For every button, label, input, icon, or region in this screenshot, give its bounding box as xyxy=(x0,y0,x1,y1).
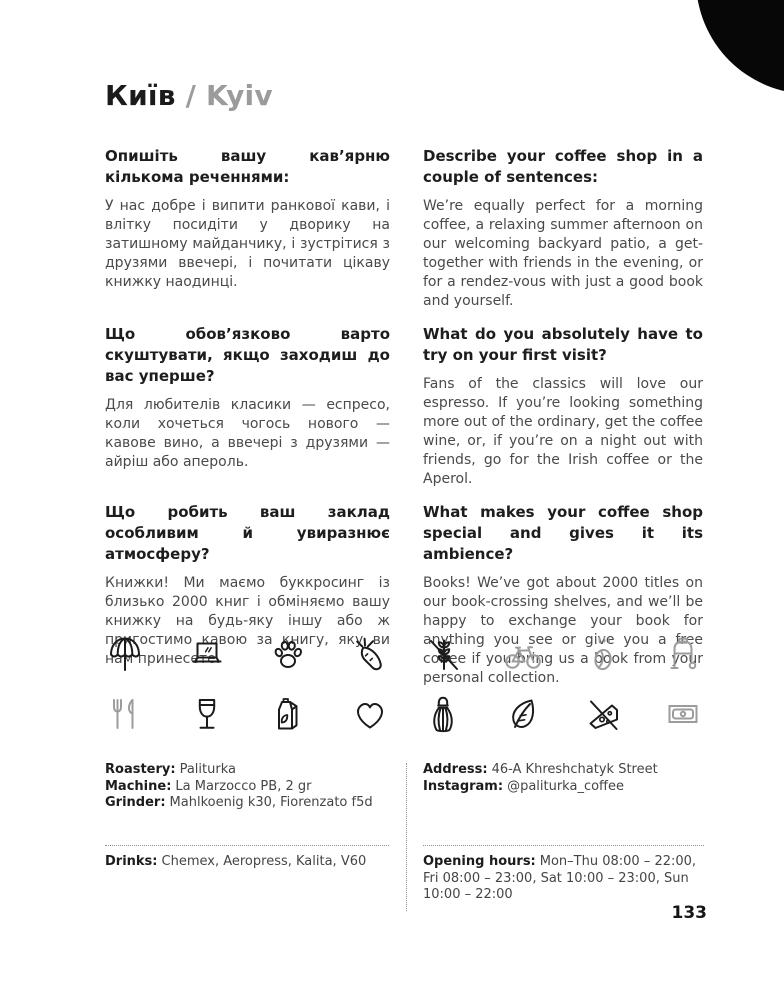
question-uk: Опишіть вашу кав’ярню кількома реченнями: xyxy=(105,147,390,186)
grinder-label: Grinder: xyxy=(105,795,166,810)
laptop-icon xyxy=(187,634,227,674)
roastery-value: Paliturka xyxy=(179,762,236,777)
carrot-icon xyxy=(350,634,390,674)
qa-uk-describe xyxy=(105,146,390,311)
gluten-free-wheat-icon xyxy=(423,634,463,674)
page-title xyxy=(105,79,273,112)
qa-en-describe xyxy=(423,146,703,311)
drinks-value: Chemex, Aeropress, Kalita, V60 xyxy=(161,854,367,869)
bicycle-icon xyxy=(503,634,543,674)
corner-circle-decoration xyxy=(696,0,784,94)
icon-row xyxy=(423,694,703,734)
question-uk: Що обов’язково варто скуштувати, якщо заходиш до вас уперше? xyxy=(105,325,390,385)
heart-icon xyxy=(350,694,390,734)
icon-row xyxy=(105,694,390,734)
amenity-icons xyxy=(105,634,703,754)
footer-divider-vertical xyxy=(406,763,407,911)
cart-icon xyxy=(663,634,703,674)
plant-milk-carton-icon xyxy=(268,694,308,734)
roastery-label: Roastery: xyxy=(105,762,176,777)
opening-hours-value: Mon–Thu 08:00 – 22:00, Fri 08:00 – 23:00, Sat 10:00 – 23:00, Sun 10:00 – 22:00 xyxy=(423,854,697,902)
contact-details xyxy=(423,762,713,795)
pet-paw-icon xyxy=(268,634,308,674)
instagram-handle: @paliturka_coffee xyxy=(507,778,625,794)
amenity-icons-left-column xyxy=(105,634,390,754)
opening-hours-line xyxy=(423,854,708,904)
equipment-details xyxy=(105,762,395,812)
drinks-label: Drinks: xyxy=(105,854,158,869)
amenity-icons-right-column xyxy=(423,634,703,754)
grinder-value: Mahlkoenig k30, Fiorenzato f5d xyxy=(169,795,373,810)
question-en: What do you absolutely have to try on your first visit? xyxy=(423,325,703,364)
footer-divider-horizontal-right xyxy=(423,845,704,846)
city-name-en: Kyiv xyxy=(205,79,273,112)
coffee-bean-icon xyxy=(583,634,623,674)
address-value: 46-A Khreshchatyk Street xyxy=(491,762,658,777)
answer-en: We’re equally perfect for a morning coffee, a relaxing summer afternoon on our welcoming backyard patio, a get-together with friends in the evening, or for a rendez-vous with just a good book and yourself. xyxy=(423,198,703,309)
address-line xyxy=(423,762,713,779)
instagram-label: Instagram: xyxy=(423,778,504,794)
question-en: Describe your coffee shop in a couple of sentences: xyxy=(423,147,703,186)
qa-uk-must-try xyxy=(105,324,390,489)
machine-label: Machine: xyxy=(105,778,172,794)
instagram-line xyxy=(423,779,713,796)
banknote-icon xyxy=(663,694,703,734)
machine-value: La Marzocco PB, 2 gr xyxy=(175,778,312,794)
machine-line xyxy=(105,779,395,796)
grinder-line xyxy=(105,795,395,812)
leaf-icon xyxy=(503,694,543,734)
qa-grid xyxy=(105,146,703,688)
answer-en: Fans of the classics will love our espresso. If you’re looking something more out of the ordinary, get the coffee wine, or, if you’re on a night out with friends, go for the Irish coffee or the Aperol. xyxy=(423,376,703,487)
title-separator: / xyxy=(185,79,197,112)
answer-en: Books! We’ve got about 2000 titles on our book-crossing shelves, and we’ll be happy to exchange your book for anything you see or give you a free coffee if you bring us a book from your personal collection. xyxy=(423,575,703,686)
answer-uk: Для любителів класики — еспресо, коли хочеться чогось нового — кавове вино, а ввечері з друзями — айріш або апероль. xyxy=(105,397,390,470)
footer-divider-horizontal-left xyxy=(105,845,389,846)
wine-glass-icon xyxy=(187,694,227,734)
whisk-icon xyxy=(423,694,463,734)
page-number: 133 xyxy=(671,903,707,923)
icon-row xyxy=(105,634,390,674)
address-label: Address: xyxy=(423,762,488,777)
icon-row xyxy=(423,634,703,674)
opening-hours-label: Opening hours: xyxy=(423,854,536,869)
qa-en-must-try xyxy=(423,324,703,489)
patio-umbrella-icon xyxy=(105,634,145,674)
city-name-uk: Київ xyxy=(105,79,176,112)
answer-uk: Книжки! Ми маємо буккросинг із близько 2000 книг і обміняємо вашу книжку на будь-яку іншу або ж пригостимо кавою за книгу, яку ви нам принесете. xyxy=(105,575,390,667)
question-uk: Що робить ваш заклад особливим й увиразнює атмосферу? xyxy=(105,503,390,563)
lactose-free-cheese-icon xyxy=(583,694,623,734)
question-en: What makes your coffee shop special and gives it its ambience? xyxy=(423,503,703,563)
answer-uk: У нас добре і випити ранкової кави, і влітку посидіти у дворику на затишному майданчику, і зустрітися з друзями ввечері, і почитати цікаву книжку наодинці. xyxy=(105,198,390,290)
roastery-line xyxy=(105,762,395,779)
cutlery-icon xyxy=(105,694,145,734)
drinks-line xyxy=(105,854,395,871)
